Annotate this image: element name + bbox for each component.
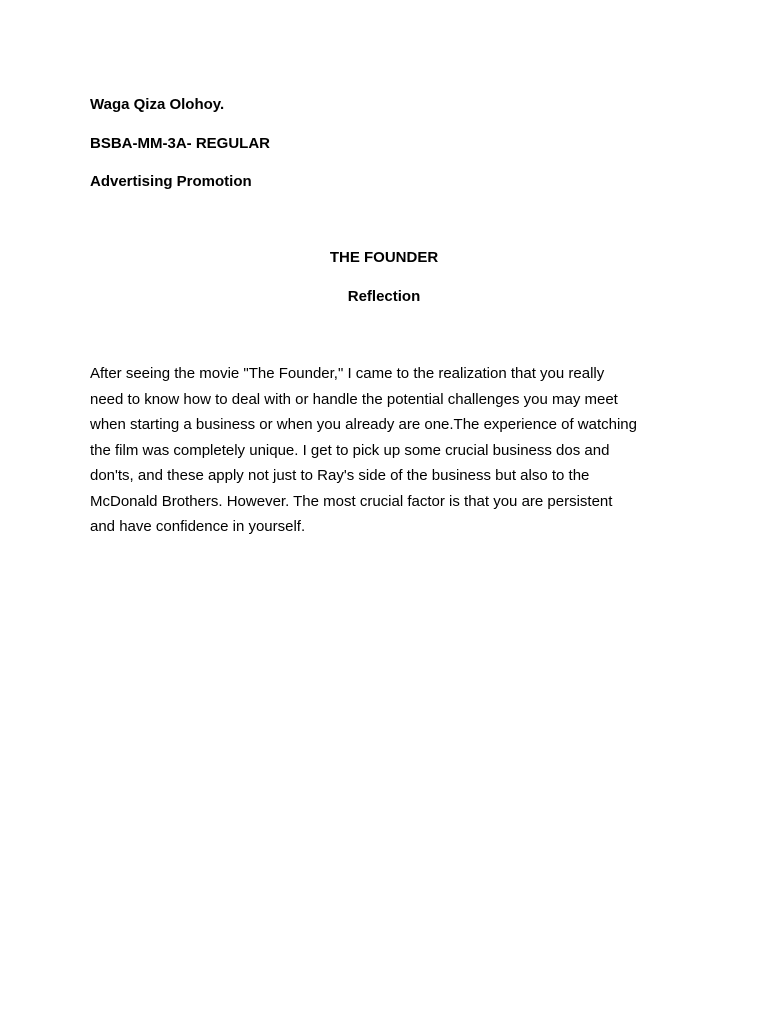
paragraph-line: After seeing the movie "The Founder," I came to the realization that you really — [90, 365, 605, 382]
subject-title: Advertising Promotion — [90, 173, 252, 190]
document-title: THE FOUNDER — [329, 249, 439, 266]
document-subtitle: Reflection — [347, 288, 421, 305]
paragraph-line: McDonald Brothers. However. The most crucial factor is that you are persistent — [90, 492, 613, 510]
paragraph-line: when starting a business or when you already are one.The experience of watching — [90, 416, 637, 433]
paragraph-line: and have confidence in yourself. — [90, 518, 306, 535]
paragraph-line: don'ts, and these apply not just to Ray's side of the business but also to the — [90, 467, 590, 484]
course-section: BSBA-MM-3A- REGULAR — [90, 135, 270, 152]
author-name: Waga Qiza Olohoy. — [90, 96, 225, 113]
reflection-paragraph — [90, 361, 690, 540]
paragraph-line: need to know how to deal with or handle the potential challenges you may meet — [90, 390, 618, 408]
paragraph-line: the film was completely unique. I get to pick up some crucial business dos and — [90, 441, 610, 459]
